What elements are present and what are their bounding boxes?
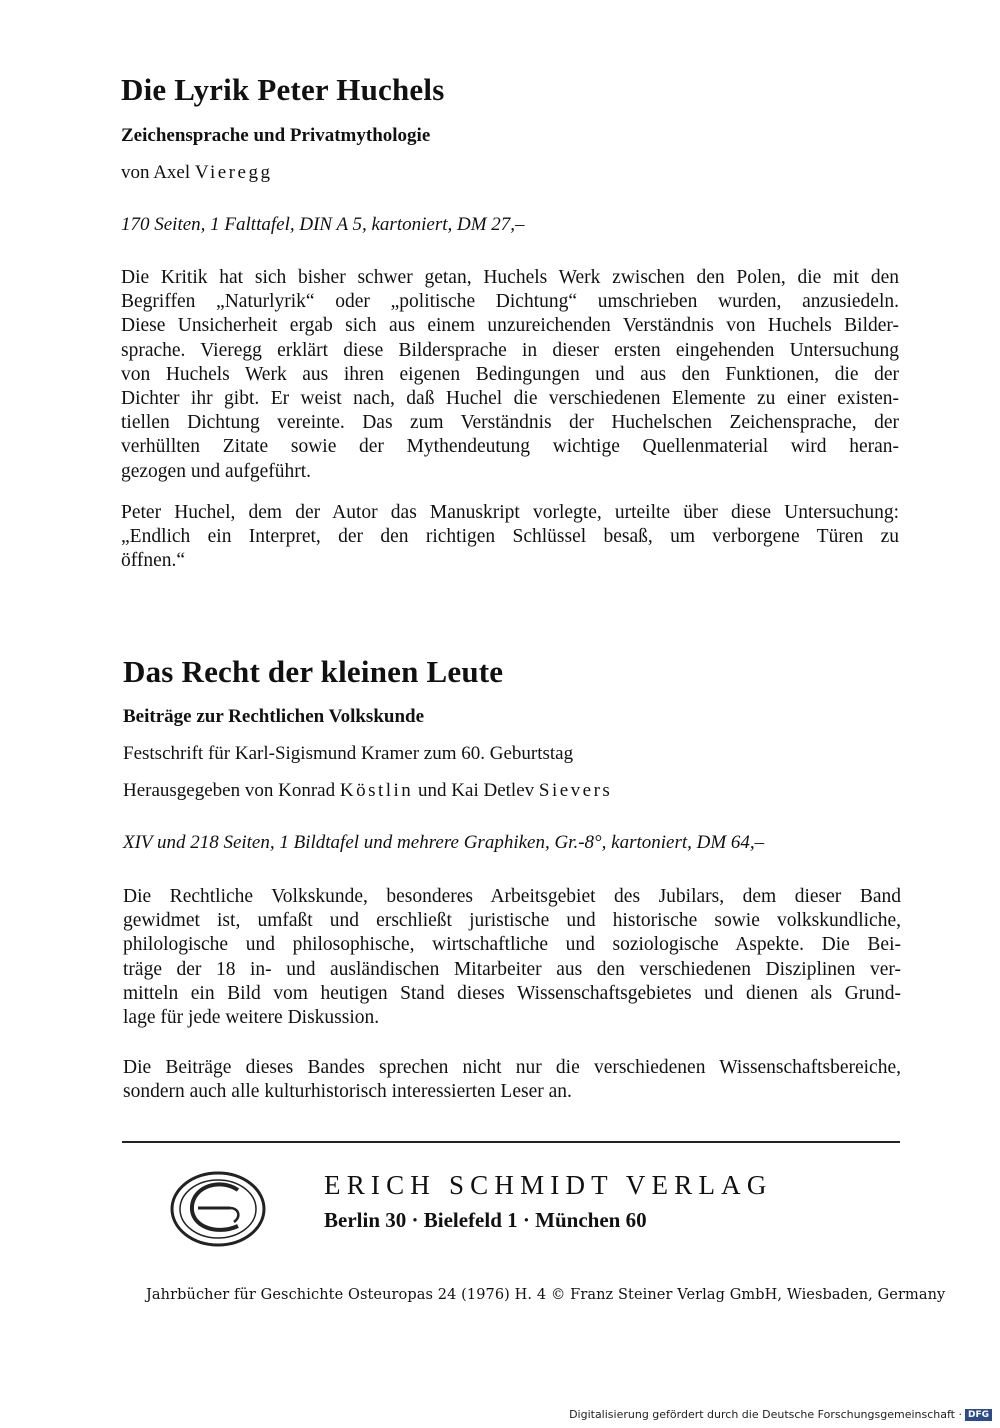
text-line: tiellen Dichtung vereinte. Das zum Verständnis der Huchelschen Zeichensprache, der — [121, 412, 899, 434]
book1-author — [121, 162, 272, 184]
book2-title: Das Recht der kleinen Leute — [123, 654, 504, 689]
text-line: gezogen und aufgeführt. — [121, 460, 312, 482]
text-line: philologische und philosophische, wirtschaftliche und soziologische Aspekte. Die Bei- — [123, 934, 901, 956]
editors-prefix: Herausgegeben von Konrad — [123, 780, 340, 801]
book1-meta: 170 Seiten, 1 Falttafel, DIN A 5, kartoniert, DM 27,– — [121, 214, 525, 235]
text-line: Begriffen „Naturlyrik“ oder „politische Dichtung“ umschrieben wurden, anzusiedeln. — [121, 291, 899, 313]
text-line: sprache. Vieregg erklärt diese Bildersprache in dieser ersten eingehenden Untersuchung — [121, 339, 899, 361]
book1-author-name: Vieregg — [194, 162, 273, 183]
text-line: sondern auch alle kulturhistorisch interessierten Leser an. — [123, 1081, 572, 1103]
editors-mid: und Kai Detlev — [413, 780, 539, 801]
text-line: Peter Huchel, dem der Autor das Manuskript vorlegte, urteilte über diese Untersuchung: — [121, 502, 899, 523]
text-line: öffnen.“ — [121, 550, 186, 572]
book2-paragraph-2 — [123, 1056, 901, 1104]
book2-editors — [123, 780, 612, 802]
dfg-logo-icon: DFG — [965, 1409, 992, 1421]
text-line: Diese Unsicherheit ergab sich aus einem unzureichenden Verständnis von Huchels Bilder- — [121, 315, 899, 337]
book1-paragraph-1 — [121, 266, 899, 484]
journal-citation: Jahrbücher für Geschichte Osteuropas 24 (1976) H. 4 © Franz Steiner Verlag GmbH, Wiesbaden, Germany — [146, 1287, 946, 1303]
funding-text: Digitalisierung gefördert durch die Deutsche Forschungsgemeinschaft · — [569, 1408, 962, 1421]
publisher-name: ERICH SCHMIDT VERLAG — [324, 1170, 773, 1200]
text-line: „Endlich ein Interpret, der den richtigen Schlüssel besaß, um verborgene Türen zu — [121, 526, 899, 548]
book2-meta: XIV und 218 Seiten, 1 Bildtafel und mehrere Graphiken, Gr.-8°, kartoniert, DM 64,– — [123, 832, 765, 853]
editor-1: Köstlin — [339, 780, 414, 801]
editor-2: Sievers — [538, 780, 613, 801]
section-divider — [122, 1141, 900, 1143]
book1-subtitle: Zeichensprache und Privatmythologie — [121, 125, 431, 146]
text-line: verhüllten Zitate sowie der Mythendeutung wichtige Quellenmaterial wird heran- — [121, 436, 899, 458]
publisher-logo-icon — [168, 1168, 268, 1250]
book2-festschrift: Festschrift für Karl-Sigismund Kramer zum 60. Geburtstag — [123, 743, 574, 764]
text-line: Die Beiträge dieses Bandes sprechen nicht nur die verschiedenen Wissenschaftsbereiche, — [123, 1057, 901, 1078]
text-line: lage für jede weitere Diskussion. — [123, 1007, 380, 1029]
text-line: Dichter ihr gibt. Er weist nach, daß Huchel die verschiedenen Elemente zu einer existen- — [121, 388, 899, 410]
text-line: mitteln ein Bild vom heutigen Stand dieses Wissenschaftsgebietes und dienen als Grund- — [123, 982, 901, 1004]
book1-author-prefix: von Axel — [121, 162, 195, 183]
text-line: träge der 18 in- und ausländischen Mitarbeiter aus den verschiedenen Disziplinen ver- — [123, 958, 901, 980]
text-line: Die Kritik hat sich bisher schwer getan, Huchels Werk zwischen den Polen, die mit den — [121, 267, 899, 288]
text-line: gewidmet ist, umfaßt und erschließt juristische und historische sowie volkskundliche, — [123, 910, 901, 932]
book2-subtitle: Beiträge zur Rechtlichen Volkskunde — [123, 706, 425, 727]
text-line: von Huchels Werk aus ihren eigenen Bedingungen und aus den Funktionen, die der — [121, 363, 899, 385]
book1-title: Die Lyrik Peter Huchels — [121, 72, 445, 107]
book2-paragraph-1 — [123, 885, 901, 1030]
publisher-cities: Berlin 30 · Bielefeld 1 · München 60 — [324, 1208, 647, 1232]
book1-paragraph-2 — [121, 501, 899, 574]
funding-note — [569, 1408, 992, 1421]
text-line: Die Rechtliche Volkskunde, besonderes Arbeitsgebiet des Jubilars, dem dieser Band — [123, 886, 901, 907]
